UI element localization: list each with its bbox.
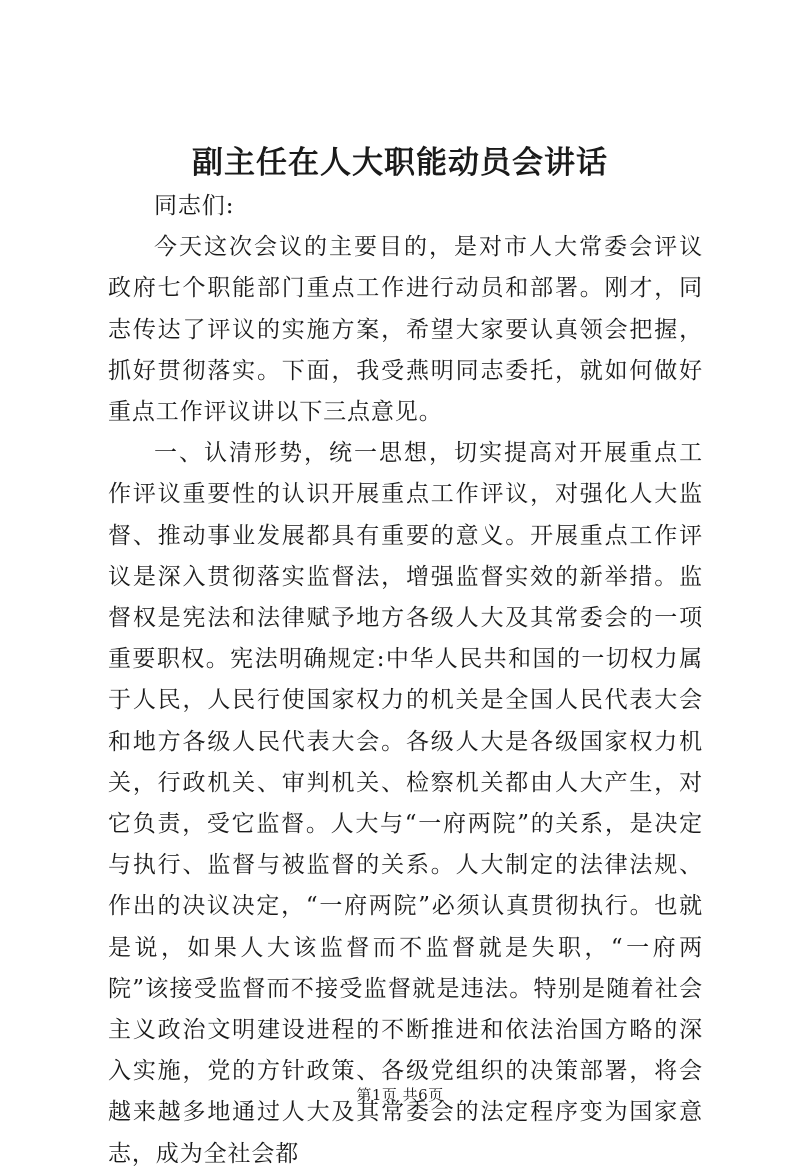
document-title: 副主任在人大职能动员会讲话 [192, 145, 608, 181]
document-body [108, 186, 703, 1175]
paragraph-section-one: 一、认清形势，统一思想，切实提高对开展重点工作评议重要性的认识开展重点工作评议，对强化人大监督、推动事业发展都具有重要的意义。开展重点工作评议是深入贯彻落实监督法，增强监督实效的新举措。监督权是宪法和法律赋予地方各级人大及其常委会的一项重要职权。宪法明确规定:中华人民共和国的一切权力属于人民，人民行使国家权力的机关是全国人民代表大会和地方各级人民代表大会。各级人大是各级国家权力机关，行政机关、审判机关、检察机关都由人大产生，对它负责，受它监督。人大与“一府两院”的关系，是决定与执行、监督与被监督的关系。人大制定的法律法规、作出的决议决定，“一府两院”必须认真贯彻执行。也就是说，如果人大该监督而不监督就是失职，“一府两院”该接受监督而不接受监督就是违法。特别是随着社会主义政治文明建设进程的不断推进和依法治国方略的深入实施，党的方针政策、各级党组织的决策部署，将会越来越多地通过人大及其常委会的法定程序变为国家意志，成为全社会都 [108, 440, 703, 1167]
page-number-footer: 第1页 共6页 [356, 1086, 444, 1104]
paragraph-intro: 今天这次会议的主要目的，是对市人大常委会评议政府七个职能部门重点工作进行动员和部署。刚才，同志传达了评议的实施方案，希望大家要认真领会把握，抓好贯彻落实。下面，我受燕明同志委托，就如何做好重点工作评议讲以下三点意见。 [108, 234, 703, 426]
salutation: 同志们: [154, 193, 235, 219]
